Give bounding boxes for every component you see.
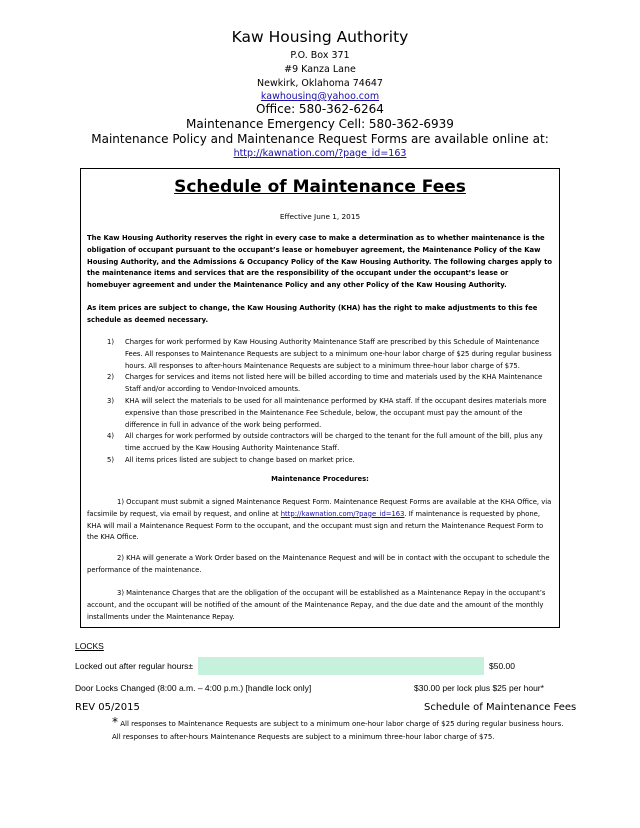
list-item: 1) Charges for work performed by Kaw Housing Authority Maintenance Staff are prescribed by this Schedule of Maintenance Fees. All responses to Maintenance Requests are subject to a minimum one-hour labor charge of $25 during regular business hours. All responses to after-hours Maintenance Requests are subject to a minimum three-hour labor charge of $75. bbox=[107, 338, 552, 370]
revision-label: REV 05/2015 bbox=[75, 702, 140, 713]
procedures-title: Maintenance Procedures: bbox=[271, 475, 369, 483]
charges-list bbox=[87, 337, 553, 467]
list-item: 2) Charges for services and items not listed here will be billed according to time and materials used by the KHA Maintenance Staff and/or according to Vendor-Invoiced amounts. bbox=[107, 373, 543, 394]
lockout-price: $50.00 bbox=[489, 661, 515, 671]
footer-note: * All responses to Maintenance Requests are subject to a minimum one-hour labor charge of $25 during regular business hours. All responses to after-hours Maintenance Requests are subject to a minimum three-hour labor charge of $75. bbox=[112, 715, 564, 741]
procedure-link[interactable]: http://kawnation.com/?page_id=163 bbox=[280, 509, 405, 518]
po-box: P.O. Box 371 bbox=[290, 50, 350, 61]
footer-title: Schedule of Maintenance Fees bbox=[424, 702, 577, 713]
city-address: Newkirk, Oklahoma 74647 bbox=[257, 78, 383, 89]
list-item: 4) All charges for work performed by outside contractors will be charged to the tenant for the full amount of the bill, plus any time accrued by the Kaw Housing Authority Maintenance Staff. bbox=[107, 432, 543, 453]
procedure-3: 3) Maintenance Charges that are the obligation of the occupant will be established as a Maintenance Repay in the occupant’s account, and the occupant will be notified of the amount of the Maintenance Repay, and the due date and the amount of the monthly installments under the Maintenance Repay. bbox=[87, 589, 546, 621]
list-item: 3) KHA will select the materials to be used for all maintenance performed by KHA staff. If the occupant desires materials more expensive than those prescribed in the Maintenance Fee Schedule, below, the occupant must pay the amount of the difference in full in advance of the work being performed. bbox=[107, 396, 547, 429]
office-phone: Office: 580-362-6264 bbox=[256, 102, 384, 116]
asterisk: * bbox=[112, 715, 118, 729]
list-item: 5) All items prices listed are subject to change based on market price. bbox=[107, 455, 355, 464]
emergency-phone: Maintenance Emergency Cell: 580-362-6939 bbox=[186, 117, 454, 131]
highlight-bar bbox=[198, 657, 484, 675]
street-address: #9 Kanza Lane bbox=[284, 64, 356, 75]
effective-date: Effective June 1, 2015 bbox=[279, 212, 361, 221]
lockout-label: Locked out after regular hours± bbox=[75, 661, 194, 671]
intro-paragraph: The Kaw Housing Authority reserves the right in every case to make a determination as to whether maintenance is the obligation of occupant pursuant to the occupant’s lease or homebuyer agreement, the Maintenance Policy of the Kaw Housing Authority, and the Admissions & Occupancy Policy of the Kaw Housing Authority. The following charges apply to the maintenance items and services that are the responsibility of the occupant under the occupant’s lease or homebuyer agreement and under the Maintenance Policy and any other Policy of the Kaw Housing Authority. bbox=[87, 234, 552, 290]
fee-schedule-box bbox=[80, 168, 560, 628]
locks-heading: LOCKS bbox=[75, 641, 104, 651]
lock-change-label: Door Locks Changed (8:00 a.m. – 4:00 p.m.) [handle lock only] bbox=[75, 683, 312, 693]
online-note: Maintenance Policy and Maintenance Request Forms are available online at: bbox=[91, 132, 549, 146]
org-name: Kaw Housing Authority bbox=[231, 28, 409, 46]
procedure-2: 2) KHA will generate a Work Order based on the Maintenance Request and will be in contact with the occupant to schedule the performance of the maintenance. bbox=[87, 554, 550, 574]
doc-title: Schedule of Maintenance Fees bbox=[174, 177, 466, 197]
price-note: As item prices are subject to change, the Kaw Housing Authority (KHA) has the right to make adjustments to this fee schedule as deemed necessary. bbox=[87, 304, 538, 324]
procedure-1: 1) Occupant must submit a signed Maintenance Request Form. Maintenance Request Forms are available at the KHA Office, via facsimile by request, via email by request, and online at http://kawnation.com/?page_id=163. If maintenance is requested by phone, KHA will mail a Maintenance Request Form to the occupant, and the occupant must sign and return the Maintenance Request Form to the KHA Office. bbox=[87, 498, 552, 542]
email-link[interactable]: kawhousing@yahoo.com bbox=[260, 91, 380, 102]
lock-change-price: $30.00 per lock plus $25 per hour* bbox=[414, 683, 544, 693]
website-link[interactable]: http://kawnation.com/?page_id=163 bbox=[233, 148, 407, 159]
